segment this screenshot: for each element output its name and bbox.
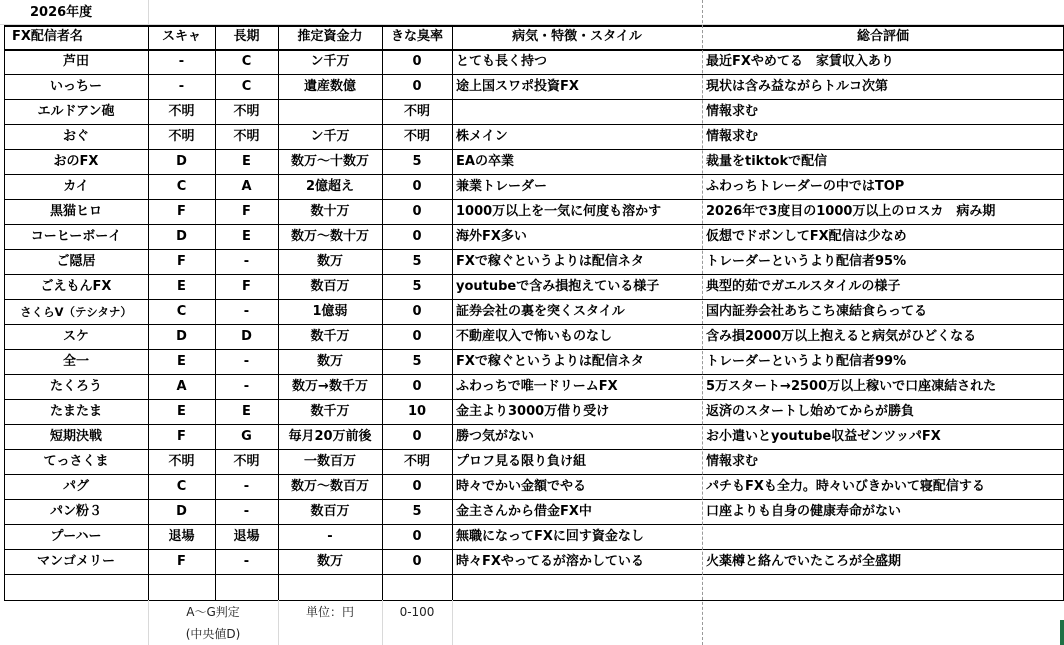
row-divider	[4, 424, 1064, 425]
cell-risk[interactable]: 0	[412, 379, 422, 394]
cell-style[interactable]: 兼業トレーダー	[456, 179, 548, 194]
cell-funds[interactable]: 数万～数百万	[290, 479, 369, 494]
row-divider	[4, 349, 1064, 350]
cell-rating[interactable]: 情報求む	[706, 129, 759, 144]
year-label: 2026年度	[30, 5, 93, 20]
selection-indicator	[1060, 620, 1064, 645]
cell-funds[interactable]: 数万	[316, 554, 343, 569]
row-divider	[4, 199, 1064, 200]
cell-funds[interactable]: 2億超え	[305, 179, 355, 194]
cell-name[interactable]: エルドアン砲	[37, 104, 115, 119]
row-divider	[4, 399, 1064, 400]
cell-longterm[interactable]: 不明	[233, 454, 260, 469]
cell-funds[interactable]: 数千万	[310, 329, 350, 344]
cell-rating[interactable]: 現状は含み益ながらトルコ次第	[706, 79, 889, 94]
cell-name[interactable]: たくろう	[49, 379, 102, 394]
cell-name[interactable]: さくらV（テシタナ）	[20, 305, 132, 319]
cell-scalp[interactable]: 不明	[168, 454, 195, 469]
row-divider	[4, 299, 1064, 300]
row-divider	[4, 524, 1064, 525]
cell-scalp[interactable]: D	[176, 329, 187, 344]
cell-funds[interactable]: 数万	[316, 254, 343, 269]
cell-funds[interactable]	[278, 100, 382, 125]
row-divider	[4, 499, 1064, 500]
header-scalp[interactable]: スキャ	[161, 29, 201, 44]
gridline-top-area	[148, 0, 149, 25]
row-divider	[4, 224, 1064, 225]
cell-longterm[interactable]: C	[241, 79, 252, 94]
cell-scalp[interactable]: C	[176, 479, 187, 494]
cell-longterm[interactable]: -	[243, 379, 250, 394]
cell-rating[interactable]: 情報求む	[706, 454, 759, 469]
unit-note: 単位：円	[305, 605, 354, 619]
column-divider	[452, 25, 453, 600]
cell-risk[interactable]: 0	[412, 304, 422, 319]
cell-longterm[interactable]: 不明	[233, 129, 260, 144]
cell-risk[interactable]: 5	[412, 279, 422, 294]
cell-longterm[interactable]: -	[243, 254, 250, 269]
column-divider	[702, 25, 703, 600]
cell-scalp[interactable]: 不明	[168, 104, 195, 119]
cell-style[interactable]: 金主より3000万借り受け	[456, 404, 610, 419]
cell-name[interactable]: 芦田	[62, 54, 89, 69]
cell-risk[interactable]: 不明	[403, 454, 430, 469]
cell-risk[interactable]: 0	[412, 54, 422, 69]
cell-funds[interactable]: ン千万	[310, 54, 350, 69]
cell-scalp[interactable]: 不明	[168, 129, 195, 144]
cell-name[interactable]: たまたま	[49, 404, 102, 419]
cell-rating[interactable]: 仮想でドボンしてFX配信は少なめ	[706, 229, 907, 244]
cell-style[interactable]	[452, 100, 702, 125]
cell-style[interactable]: 無職になってFXに回す資金なし	[456, 529, 644, 544]
cell-style[interactable]: FXで稼ぐというよりは配信ネタ	[456, 254, 644, 269]
cell-longterm[interactable]: E	[242, 154, 251, 169]
cell-style[interactable]: 時々FXやってるが溶かしている	[456, 554, 644, 569]
cell-longterm[interactable]: E	[242, 229, 251, 244]
cell-name[interactable]: コーヒーボーイ	[30, 229, 122, 244]
cell-name[interactable]: パグ	[62, 479, 89, 494]
cell-style[interactable]: youtubeで含み損抱えている様子	[456, 279, 660, 294]
cell-style[interactable]: 証券会社の裏を突くスタイル	[456, 304, 625, 319]
cell-longterm[interactable]: 不明	[233, 104, 260, 119]
header-risk[interactable]: きな臭率	[390, 29, 443, 44]
median-note: (中央値D)	[185, 627, 241, 641]
row-divider	[4, 174, 1064, 175]
cell-name[interactable]: いっちー	[49, 79, 102, 94]
cell-longterm[interactable]: 退場	[233, 529, 260, 544]
cell-funds[interactable]: 一数百万	[303, 454, 356, 469]
cell-style[interactable]: 不動産収入で怖いものなし	[456, 329, 613, 344]
cell-longterm[interactable]: F	[242, 204, 251, 219]
row-divider	[4, 374, 1064, 375]
cell-rating[interactable]: 火薬樽と絡んでいたころが全盛期	[706, 554, 902, 569]
cell-scalp[interactable]: -	[178, 54, 185, 69]
cell-rating[interactable]: ふわっちトレーダーの中ではTOP	[706, 179, 905, 194]
cell-longterm[interactable]: D	[241, 329, 252, 344]
cell-name[interactable]: ごえもんFX	[40, 279, 112, 294]
cell-longterm[interactable]: -	[243, 504, 250, 519]
row-divider	[4, 324, 1064, 325]
cell-scalp[interactable]: E	[177, 279, 186, 294]
cell-longterm[interactable]: -	[243, 354, 250, 369]
cell-style[interactable]: EAの卒業	[456, 154, 514, 169]
cell-funds[interactable]: 数万	[316, 354, 343, 369]
cell-longterm[interactable]: G	[241, 429, 252, 444]
cell-name[interactable]: ご隠居	[56, 254, 96, 269]
cell-rating[interactable]: トレーダーというより配信者99%	[706, 354, 907, 369]
cell-style[interactable]: 途上国スワポ投資FX	[456, 79, 579, 94]
cell-scalp[interactable]: E	[177, 404, 186, 419]
cell-rating[interactable]: 国内証券会社あちこち凍結食らってる	[706, 304, 928, 319]
cell-scalp[interactable]: E	[177, 354, 186, 369]
row-divider	[4, 249, 1064, 250]
row-divider	[4, 124, 1064, 125]
column-divider	[4, 25, 5, 600]
cell-style[interactable]: ふわっちで唯一ドリームFX	[456, 379, 618, 394]
cell-funds[interactable]: 遺産数億	[303, 79, 356, 94]
cell-longterm[interactable]: -	[243, 554, 250, 569]
column-divider	[148, 25, 149, 600]
row-divider	[4, 99, 1064, 100]
cell-risk[interactable]: 0	[412, 179, 422, 194]
cell-rating[interactable]: 5万スタート→2500万以上稼いで口座凍結された	[706, 379, 997, 394]
cell-risk[interactable]: 0	[412, 229, 422, 244]
cell-scalp[interactable]: D	[176, 229, 187, 244]
cell-risk[interactable]: 0	[412, 429, 422, 444]
cell-longterm[interactable]: A	[241, 179, 252, 194]
cell-style[interactable]: プロフ見る限り負け組	[456, 454, 587, 469]
cell-name[interactable]: おぐ	[62, 129, 89, 144]
cell-risk[interactable]: 5	[412, 504, 422, 519]
cell-scalp[interactable]: A	[176, 379, 187, 394]
cell-rating[interactable]: 口座よりも自身の健康寿命がない	[706, 504, 902, 519]
cell-style[interactable]: FXで稼ぐというよりは配信ネタ	[456, 354, 644, 369]
cell-style[interactable]: 時々でかい金額でやる	[456, 479, 587, 494]
cell-funds[interactable]: ン千万	[310, 129, 350, 144]
cell-rating[interactable]: 典型的茹でガエルスタイルの様子	[706, 279, 901, 294]
cell-scalp[interactable]: F	[177, 429, 186, 444]
cell-name[interactable]: 全一	[62, 354, 89, 369]
row-divider	[4, 274, 1064, 275]
cell-risk[interactable]: 0	[412, 554, 422, 569]
header-bottom-border	[4, 49, 1064, 51]
cell-style[interactable]: 株メイン	[456, 129, 508, 144]
header-style[interactable]: 病気・特徴・スタイル	[512, 29, 642, 44]
cell-funds[interactable]: 1億弱	[312, 304, 348, 319]
cell-risk[interactable]: 0	[412, 204, 422, 219]
cell-rating[interactable]: 2026年で3度目の1000万以上のロスカ 病み期	[706, 204, 996, 219]
cell-risk[interactable]: 0	[412, 529, 422, 544]
cell-risk[interactable]: 0	[412, 479, 422, 494]
cell-risk[interactable]: 5	[412, 254, 422, 269]
column-divider	[215, 25, 216, 600]
header-longterm[interactable]: 長期	[233, 29, 260, 44]
cell-scalp[interactable]: F	[177, 254, 186, 269]
footer-gridline	[452, 600, 453, 645]
cell-rating[interactable]: トレーダーというより配信者95%	[706, 254, 907, 269]
cell-scalp[interactable]: F	[177, 204, 186, 219]
cell-style[interactable]: とても長く持つ	[456, 54, 548, 69]
column-divider	[382, 25, 383, 600]
cell-funds[interactable]: 数千万	[310, 404, 350, 419]
cell-risk[interactable]: 0	[412, 79, 422, 94]
cell-rating[interactable]: パチもFXも全力。時々いびきかいて寝配信する	[706, 479, 985, 494]
cell-risk[interactable]: 不明	[403, 129, 430, 144]
header-top-border	[4, 25, 1064, 27]
cell-longterm[interactable]: -	[243, 479, 250, 494]
cell-risk[interactable]: 0	[412, 329, 422, 344]
cell-style[interactable]: 海外FX多い	[456, 229, 527, 244]
cell-style[interactable]: 金主さんから借金FX中	[456, 504, 592, 519]
row-divider	[4, 549, 1064, 550]
row-divider	[4, 474, 1064, 475]
cell-scalp[interactable]: D	[176, 504, 187, 519]
row-divider	[4, 574, 1064, 575]
cell-rating[interactable]: 含み損2000万以上抱えると病気がひどくなる	[706, 329, 977, 344]
cell-funds[interactable]: 数万～十数万	[290, 154, 369, 169]
header-name[interactable]: FX配信者名	[12, 29, 83, 44]
cell-style[interactable]: 1000万以上を一気に何度も溶かす	[456, 204, 662, 219]
cell-scalp[interactable]: C	[176, 304, 187, 319]
cell-name[interactable]: スケ	[62, 329, 89, 344]
header-funds[interactable]: 推定資金力	[297, 29, 363, 44]
cell-funds[interactable]: 数百万	[310, 504, 350, 519]
cell-name[interactable]: カイ	[63, 179, 89, 194]
cell-funds[interactable]: 数百万	[310, 279, 350, 294]
cell-risk[interactable]: 不明	[403, 104, 430, 119]
range-note: 0-100	[399, 605, 435, 619]
cell-scalp[interactable]: F	[177, 554, 186, 569]
header-rating[interactable]: 総合評価	[856, 29, 909, 44]
cell-scalp[interactable]: 退場	[168, 529, 195, 544]
cell-longterm[interactable]: F	[242, 279, 251, 294]
column-divider	[278, 25, 279, 600]
cell-longterm[interactable]: C	[241, 54, 252, 69]
cell-risk[interactable]: 10	[407, 404, 427, 419]
row-divider	[4, 449, 1064, 450]
cell-rating[interactable]: 裁量をtiktokで配信	[706, 154, 828, 169]
cell-rating[interactable]	[702, 525, 1064, 550]
cell-funds[interactable]: 数万～数十万	[290, 229, 369, 244]
cell-longterm[interactable]: -	[243, 304, 250, 319]
cell-scalp[interactable]: -	[178, 79, 185, 94]
cell-rating[interactable]: 情報求む	[706, 104, 759, 119]
cell-funds[interactable]: 毎月20万前後	[288, 429, 372, 444]
cell-longterm[interactable]: E	[242, 404, 251, 419]
cell-risk[interactable]: 5	[412, 354, 422, 369]
cell-style[interactable]: 勝つ気がない	[456, 429, 535, 444]
cell-scalp[interactable]: D	[176, 154, 187, 169]
cell-name[interactable]: マンゴメリー	[36, 554, 115, 569]
row-divider	[4, 74, 1064, 75]
cell-scalp[interactable]: C	[176, 179, 187, 194]
cell-funds[interactable]: -	[327, 529, 333, 544]
cell-name[interactable]: 短期決戦	[49, 429, 102, 444]
grade-note: A～G判定	[186, 605, 240, 619]
cell-name[interactable]: 黒猫ヒロ	[49, 204, 102, 219]
cell-name[interactable]: おのFX	[53, 154, 99, 169]
cell-risk[interactable]: 5	[412, 154, 422, 169]
cell-rating[interactable]: 返済のスタートし始めてからが勝負	[706, 404, 915, 419]
cell-name[interactable]: プーハー	[50, 529, 102, 544]
cell-funds[interactable]: 数万→数千万	[292, 379, 368, 394]
cell-name[interactable]: てっさくま	[43, 454, 109, 469]
cell-rating[interactable]: 最近FXやめてる 家賃収入あり	[706, 54, 894, 69]
cell-name[interactable]: パン粉３	[49, 504, 102, 519]
row-divider	[4, 149, 1064, 150]
cell-funds[interactable]: 数十万	[310, 204, 350, 219]
cell-rating[interactable]: お小遣いとyoutube収益ゼンツッパFX	[706, 429, 941, 444]
